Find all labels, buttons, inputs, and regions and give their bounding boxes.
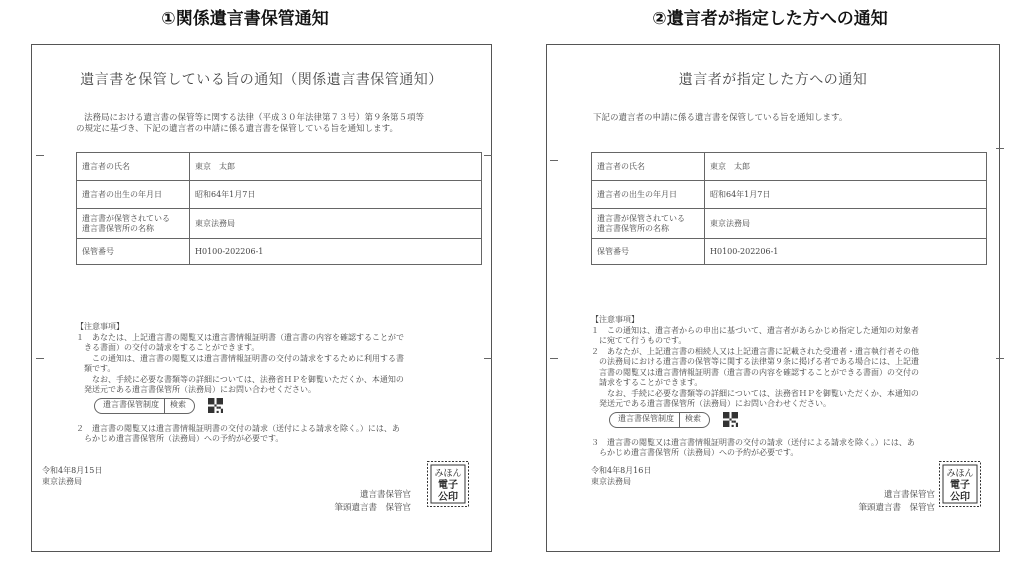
officer-block [858,489,935,515]
notes [591,315,991,459]
edge-mark [996,148,1004,149]
issuing-office: 東京法務局 [42,477,82,486]
edge-mark [36,155,44,156]
issuing-office: 東京法務局 [591,477,631,486]
notes-line: ３ 遺言書の閲覧又は遺言書情報証明書の交付の請求（送付による請求を除く。）には、あ [591,437,915,447]
table-row [77,153,482,181]
notes-line: 請求をすることができます。 [591,378,703,387]
row-label: 遺言者の氏名 [77,153,190,181]
officer-block [334,489,411,515]
notes-line: 類です。 [76,364,116,373]
officer-title: 遺言書保管官 [359,490,411,500]
row-value: 東京法務局 [705,209,987,239]
edge-mark [550,358,558,359]
notes-line: なお、手続に必要な書類等の詳細については、法務省ＨＰを御覧いただくか、本通知の [76,374,404,384]
search-box [609,412,710,428]
search-box [94,398,195,414]
notes-line: ２ 遺言書の閲覧又は遺言書情報証明書の交付の請求（送付による請求を除く。）には、あ [76,423,400,433]
issue-date-block [591,465,651,487]
edge-mark [484,155,492,156]
search-row [591,410,991,430]
notes-line: の法務局における遺言書の保管等に関する法律第９条に掲げる者である場合には、上記遺 [591,357,919,366]
row-value: 昭和64年1月7日 [190,181,482,209]
search-divider [679,413,680,427]
edge-mark [996,358,1004,359]
official-seal [939,461,981,507]
intro-text [593,113,993,124]
edge-mark [36,358,44,359]
notes-line: らかじめ遺言書保管所（法務局）への予約が必要です。 [591,448,799,457]
table-row [77,209,482,239]
row-value: H0100-202206-1 [705,239,987,265]
notes-line: １ この通知は、遺言者からの申出に基づいて、遺言者があらかじめ指定した通知の対象者 [591,325,919,335]
qr-code-icon [208,398,223,413]
row-label: 保管番号 [77,239,190,265]
table-row [592,153,987,181]
intro-line: 下記の遺言者の申請に係る遺言書を保管している旨を通知します。 [593,113,848,123]
notes-line: ２ あなたが、上記遺言書の相続人又は上記遺言書に記載された受遺者・遺言執行者その他 [591,346,919,356]
notes-line: らかじめ遺言書保管所（法務局）への予約が必要です。 [76,434,284,443]
table-row [592,239,987,265]
issue-date-block [42,465,102,487]
row-value: 東京 太郎 [705,153,987,181]
seal-text: みほん [434,469,462,479]
notes-line: 発送元である遺言書保管所（法務局）にお問い合わせください。 [76,385,316,394]
intro-text [76,113,496,135]
doc-title: 遺言書を保管している旨の通知（関係遺言書保管通知） [80,72,443,88]
notes-line: この通知は、遺言書の閲覧又は遺言書情報証明書の交付の請求をするために利用する書 [76,353,404,363]
row-label: 遺言者の出生の年月日 [77,181,190,209]
row-value: 東京法務局 [190,209,482,239]
search-label: 検索 [170,400,186,410]
notes-line: １ あなたは、上記遺言書の閲覧又は遺言書情報証明書（遺言書の内容を確認することがで [76,332,404,342]
row-value: H0100-202206-1 [190,239,482,265]
table-row [77,181,482,209]
caption-right: ②遺言者が指定した方への通知 [652,9,888,29]
issue-date: 令和4年8月16日 [591,466,652,475]
caption-left: ①関係遺言書保管通知 [161,9,329,29]
search-divider [164,399,165,413]
row-value: 東京 太郎 [190,153,482,181]
officer-name: 筆頭遺言書 保管官 [858,503,935,513]
notes-line: 言書の閲覧又は遺言書情報証明書（遺言書の内容を確認することができる書面）の交付の [591,367,919,377]
row-value: 昭和64年1月7日 [705,181,987,209]
info-table [591,152,987,265]
document-2 [546,44,1000,552]
seal-text: 電子 [438,480,458,491]
official-seal [427,461,469,507]
row-label: 遺言者の氏名 [592,153,705,181]
table-row [592,181,987,209]
info-table [76,152,482,265]
qr-code-icon [723,412,738,427]
search-term: 遺言書保管制度 [103,400,159,410]
notes-line: 発送元である遺言書保管所（法務局）にお問い合わせください。 [591,399,831,408]
officer-name: 筆頭遺言書 保管官 [334,503,411,513]
notes-line: なお、手続に必要な書類等の詳細については、法務省ＨＰを御覧いただくか、本通知の [591,388,919,398]
intro-line: の規定に基づき、下記の遺言者の申請に係る遺言書を保管している旨を通知します。 [76,124,398,134]
row-label: 遺言書が保管されている 遺言書保管所の名称 [77,209,190,239]
table-row [77,239,482,265]
seal-text: みほん [946,469,974,479]
search-row [76,396,486,416]
row-label: 遺言書が保管されている 遺言書保管所の名称 [592,209,705,239]
notes [76,322,486,445]
row-label: 保管番号 [592,239,705,265]
seal-text: 電子 [950,480,970,491]
edge-mark [484,358,492,359]
notes-heading: 【注意事項】 [76,322,124,331]
notes-line: きる書面）の交付の請求をすることができます。 [76,343,260,352]
intro-line: 法務局における遺言書の保管等に関する法律（平成３０年法律第７３号）第９条第５項等 [84,113,425,123]
search-label: 検索 [685,414,701,424]
document-1 [31,44,492,552]
notes-heading: 【注意事項】 [591,315,639,324]
row-label: 遺言者の出生の年月日 [592,181,705,209]
doc-title: 遺言者が指定した方への通知 [678,72,868,88]
search-term: 遺言書保管制度 [618,414,674,424]
issue-date: 令和4年8月15日 [42,466,103,475]
seal-text: 公印 [950,492,970,503]
officer-title: 遺言書保管官 [883,490,935,500]
notes-line: に宛てて行うものです。 [591,336,687,345]
seal-text: 公印 [438,492,458,503]
table-row [592,209,987,239]
edge-mark [550,160,558,161]
